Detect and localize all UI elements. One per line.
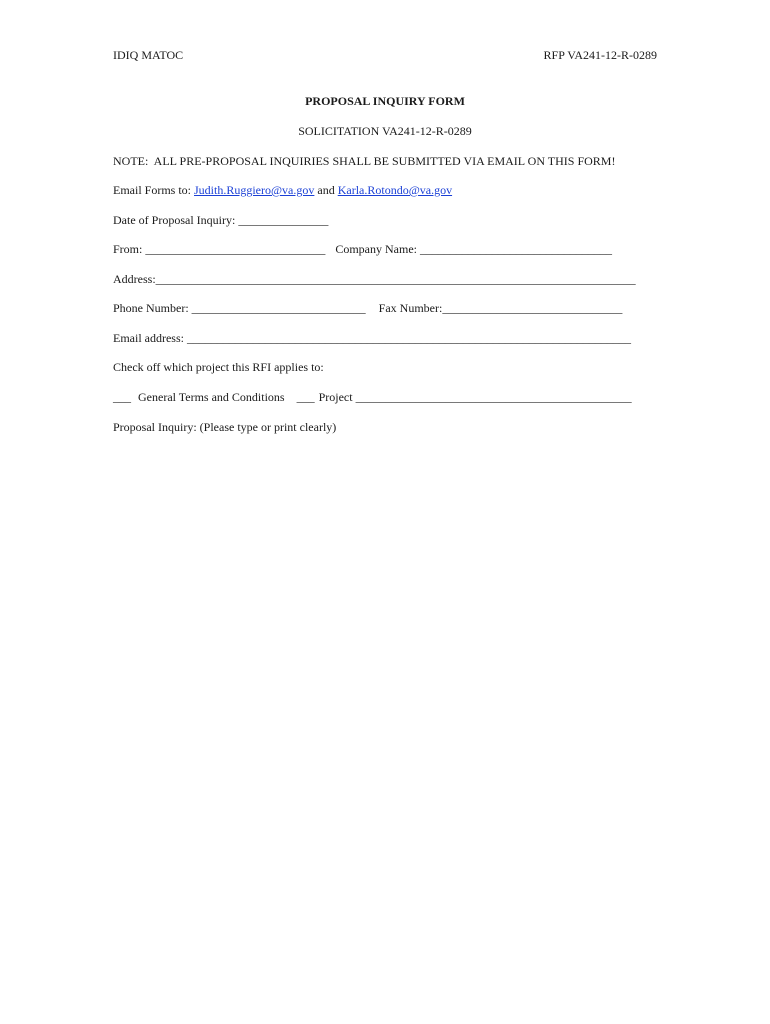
email-and-text: and xyxy=(314,183,338,197)
phone-label: Phone Number: xyxy=(113,301,192,315)
header-left-text: IDIQ MATOC xyxy=(113,48,184,62)
from-field[interactable]: ______________________________ xyxy=(145,242,326,256)
phone-fax-line xyxy=(113,301,622,315)
from-line xyxy=(113,242,612,256)
project-field[interactable]: ______________________________________________ xyxy=(355,390,632,404)
general-terms-checkbox[interactable]: ___ xyxy=(113,390,131,404)
address-line xyxy=(113,272,636,286)
date-label: Date of Proposal Inquiry: xyxy=(113,213,239,227)
submission-note: NOTE: ALL PRE-PROPOSAL INQUIRIES SHALL BE SUBMITTED VIA EMAIL ON THIS FORM! xyxy=(113,154,616,168)
fax-field[interactable]: ______________________________ xyxy=(442,301,623,315)
form-title: PROPOSAL INQUIRY FORM xyxy=(305,94,465,108)
header-right-text: RFP VA241-12-R-0289 xyxy=(543,48,657,62)
email-address-field[interactable]: __________________________________________________________________________ xyxy=(186,331,631,345)
date-line xyxy=(113,213,328,227)
email-forms-label: Email Forms to: xyxy=(113,183,194,197)
email-forms-line xyxy=(113,183,452,197)
email-address-line xyxy=(113,331,631,345)
address-field[interactable]: ________________________________________________________________________________ xyxy=(155,272,636,286)
project-options-line xyxy=(113,390,632,404)
email-address-label: Email address: xyxy=(113,331,187,345)
company-label: Company Name: xyxy=(335,242,420,256)
address-label: Address: xyxy=(113,272,156,286)
general-terms-label: General Terms and Conditions xyxy=(138,390,285,404)
company-field[interactable]: ________________________________ xyxy=(420,242,612,256)
from-label: From: xyxy=(113,242,146,256)
date-field[interactable]: _______________ xyxy=(238,213,329,227)
project-checkbox[interactable]: ___ xyxy=(296,390,315,404)
phone-field[interactable]: _____________________________ xyxy=(191,301,366,315)
email-link-karla[interactable]: Karla.Rotondo@va.gov xyxy=(337,183,453,197)
solicitation-number: SOLICITATION VA241-12-R-0289 xyxy=(298,124,472,138)
project-label: Project xyxy=(318,390,356,404)
fax-label: Fax Number: xyxy=(378,301,443,315)
email-link-judith[interactable]: Judith.Ruggiero@va.gov xyxy=(194,183,315,197)
proposal-inquiry-label: Proposal Inquiry: (Please type or print clearly) xyxy=(113,420,337,434)
checkoff-instruction: Check off which project this RFI applies to: xyxy=(113,360,324,374)
